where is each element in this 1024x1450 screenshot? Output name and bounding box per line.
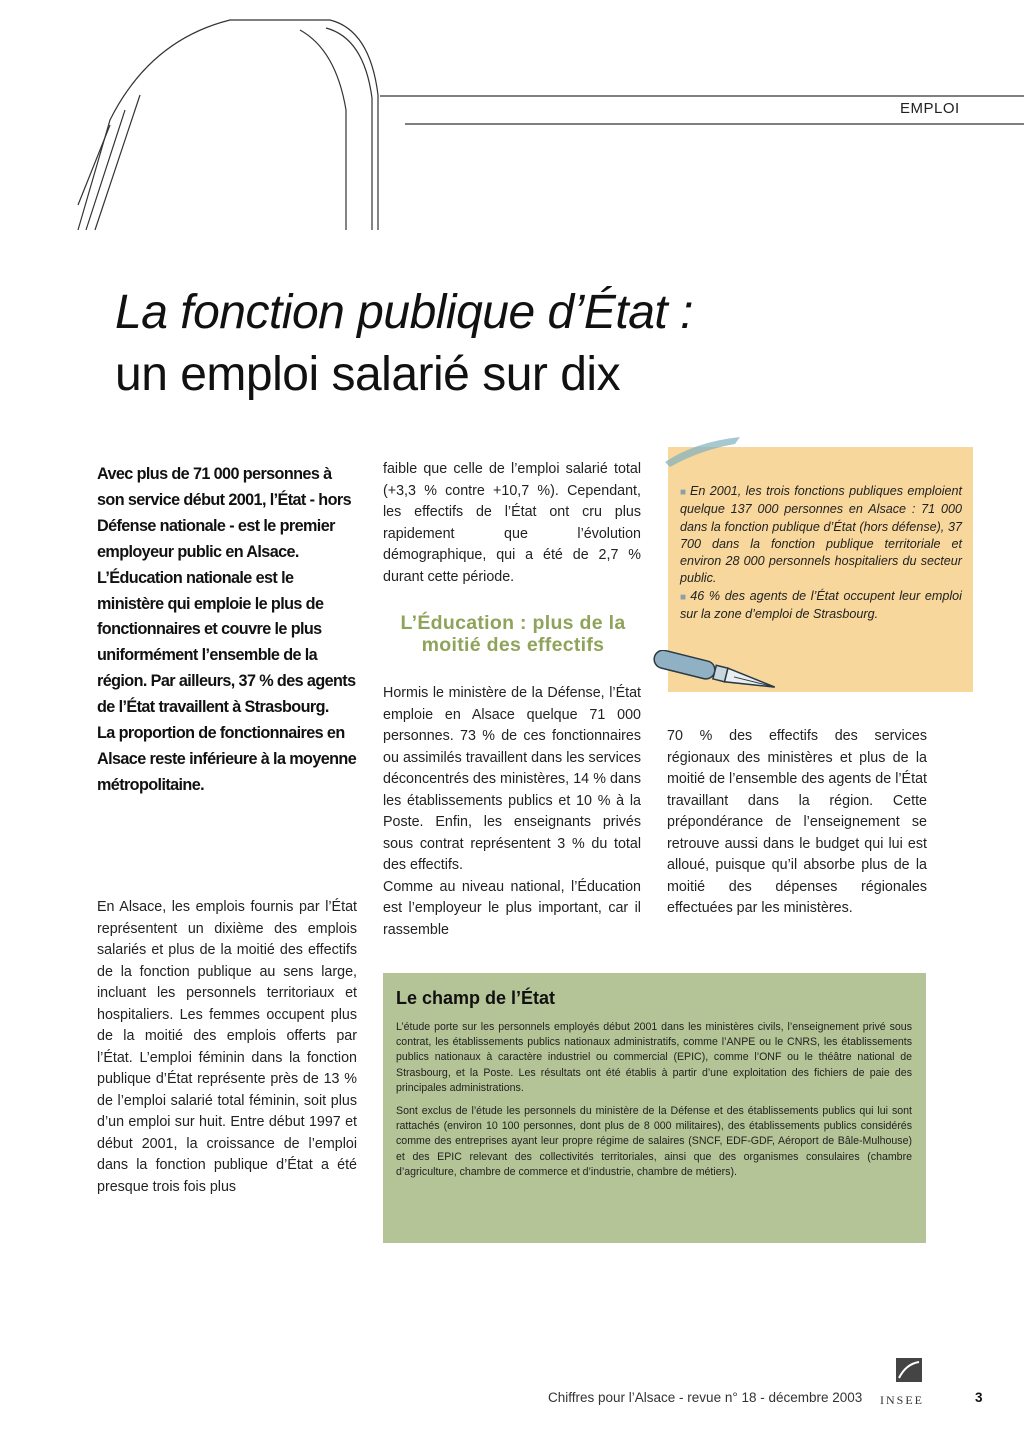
section-tag: EMPLOI xyxy=(900,100,960,117)
footer-publication: Chiffres pour l’Alsace - revue n° 18 - décembre 2003 xyxy=(548,1390,863,1405)
body-paragraph: faible que celle de l’emploi salarié total (+3,3 % contre +10,7 %). Cependant, les effectifs de l’État ont cru plus rapidement que l’évolution démographique, qui a été de 2,7 % durant cette période. xyxy=(383,461,641,585)
bullet-icon: ■ xyxy=(680,591,688,603)
key-figures-text xyxy=(680,483,962,623)
note-item: ■ 46 % des agents de l’État occupent leur emploi sur la zone d’emploi de Strasbourg. xyxy=(680,588,962,622)
column-1-text xyxy=(97,897,357,1198)
page-number: 3 xyxy=(975,1390,983,1405)
lead-paragraph: Avec plus de 71 000 personnes à son service début 2001, l’État - hors Défense nationale - est le premier employeur public en Alsace. xyxy=(97,465,351,561)
section-subheading: L’Éducation : plus de la moitié des effectifs xyxy=(400,612,626,656)
body-paragraph: 70 % des effectifs des services régionaux des ministères et plus de la moitié de l’ensemble des agents de l’État travaillant dans la région. Cette prépondérance de l’enseignement se retrouve aussi dans le budget qui lui est alloué, puisque qu’il absorbe plus de la moitié des dépenses régionales effectuées par les ministères. xyxy=(667,728,927,916)
lead-paragraph: La proportion de fonctionnaires en Alsace reste inférieure à la moyenne métropolitaine. xyxy=(97,724,357,794)
lead-paragraphs xyxy=(97,462,359,799)
body-paragraph: Hormis le ministère de la Défense, l’État emploie en Alsace quelque 71 000 personnes. 73 % de ces fonctionnaires ou assimilés travaillent dans les services déconcentrés des ministères, 14 % dans les établissements publics et 10 % à la Poste. Enfin, les enseignants privés sous contrat représentent 3 % du total des effectifs. xyxy=(383,685,641,873)
body-paragraph: Comme au niveau national, l’Éducation est l’employeur le plus important, car il rassemble xyxy=(383,878,641,938)
scope-box-title: Le champ de l’État xyxy=(396,988,556,1008)
note-item: ■ En 2001, les trois fonctions publiques emploient quelque 137 000 personnes en Alsace : 71 000 dans la fonction publique d’État (hors défense), 37 700 dans la fonction publique territoriale et environ 28 000 personnels hospitaliers du secteur public. xyxy=(680,484,962,586)
lead-paragraph: L’Éducation nationale est le ministère qui emploie le plus de fonctionnaires et couvre le plus uniformément l’ensemble de la région. Par ailleurs, 37 % des agents de l’État travaillent à Strasbourg. xyxy=(97,568,356,717)
column-2-bottom-text xyxy=(383,683,641,941)
title-line-1: La fonction publique d’État : xyxy=(115,286,693,339)
scope-box-text xyxy=(396,1020,912,1188)
page-title xyxy=(115,282,693,406)
title-line-2: un emploi salarié sur dix xyxy=(115,348,621,401)
scope-paragraph: L’étude porte sur les personnels employés début 2001 dans les ministères civils, l’enseignement privé sous contrat, les établissements publics nationaux administratifs, comme l’ANPE ou le CNRS, les établissements publics nationaux à caractère industriel ou commercial (EPIC), comme l’ONF ou le théâtre national de Strasbourg, et la Poste. Les résultats ont été établis à partir d’une exploitation des fichiers de paie des principales administrations. xyxy=(396,1021,912,1094)
column-3-text xyxy=(667,726,927,920)
bullet-icon: ■ xyxy=(680,487,687,498)
scope-paragraph: Sont exclus de l’étude les personnels du ministère de la Défense et des établissements publics qui lui sont rattachés (environ 10 100 personnes, dont plus de 8 000 militaires), des établissements publics considérés comme des entreprises ayant leur propre régime de salaires (SNCF, EDF-GDF, Aéroport de Bâle-Mulhouse) et des EPIC relevant des collectivités territoriales, ainsi que des organismes consulaires (chambre d’agriculture, chambre de commerce et d’industrie, chambre de métiers). xyxy=(396,1105,912,1178)
insee-logo xyxy=(896,1358,922,1382)
body-paragraph: En Alsace, les emplois fournis par l’État représentent un dixième des emplois salariés et plus de la moitié des effectifs de la fonction publique au sens large, incluant les personnels territoriaux et hospitaliers. Les femmes occupent plus de la moitié des emplois offerts par l’État. L’emploi féminin dans la fonction publique d’État représente près de 13 % de l’emploi salarié total féminin, soit plus d’un emploi sur huit. Entre début 1997 et début 2001, la croissance de l’emploi dans la fonction publique d’État a été presque trois fois plus xyxy=(97,899,357,1195)
fountain-pen-icon xyxy=(648,650,793,700)
column-2-top-text xyxy=(383,459,641,588)
header-decoration xyxy=(0,0,1024,240)
insee-logo-text: INSEE xyxy=(880,1393,924,1407)
